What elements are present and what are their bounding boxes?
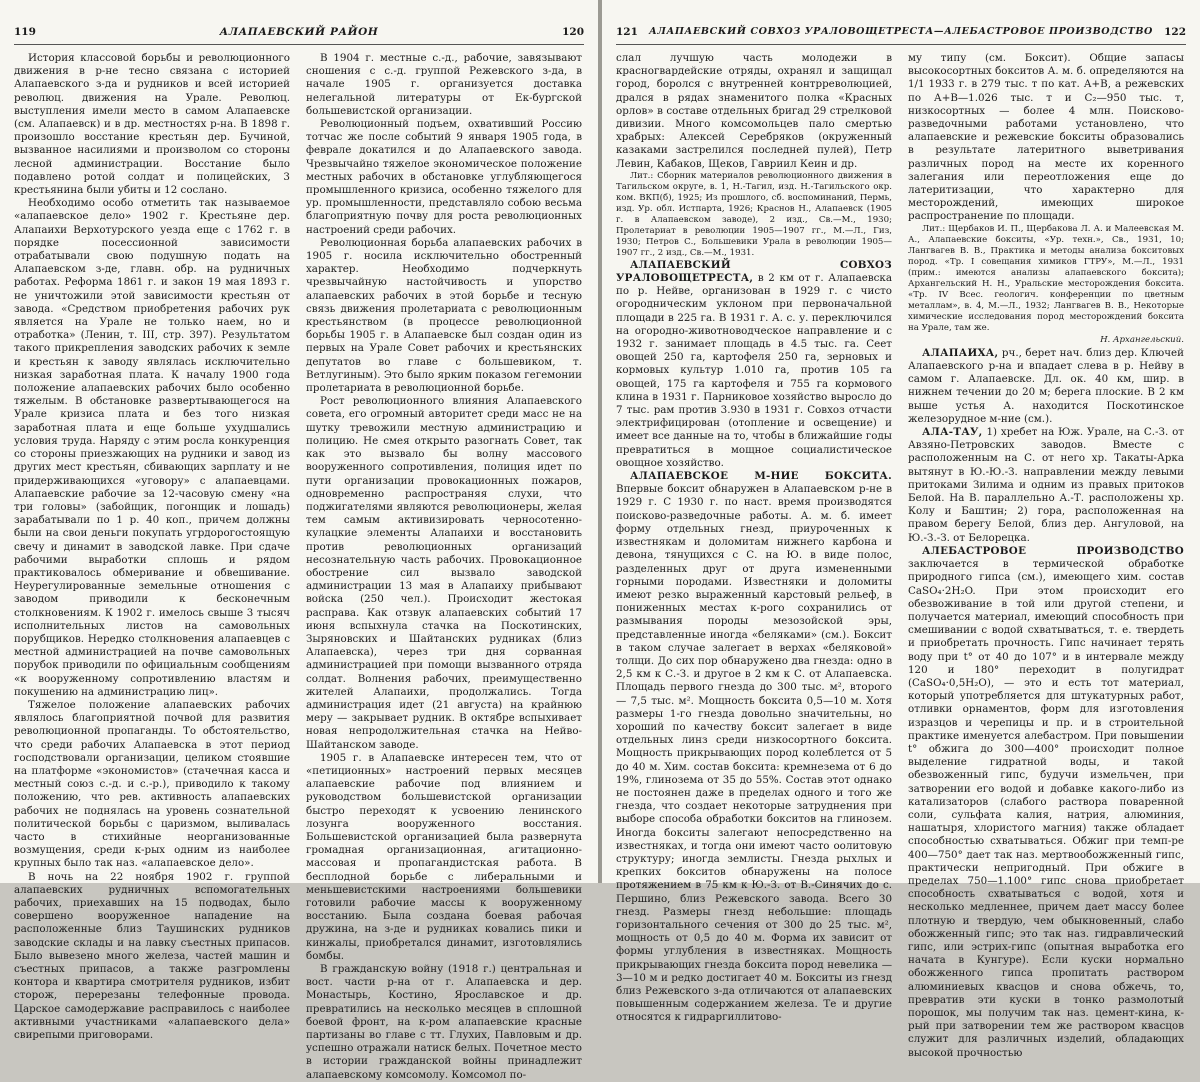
entry-heading-alapaikha: АЛАПАИХА,	[922, 346, 999, 359]
page-number-120: 120	[562, 26, 584, 38]
left-page-column-1	[14, 52, 290, 1042]
entry-text-sovkhoz: в 2 км от г. Алапаевска по р. Нейве, организован в 1929 г. с чисто огородническим уклоном при первоначальной площади в 225 га. В 1931 г. А. с. у. переключился на огородно-животноводческое направление и с 1932 г. занимает площадь в 4.5 тыс. га. Сеет овощей 250 га, картофеля 250 га, зерновых и кормовых культур 1.010 га, против 105 га овощей, 175 га картофеля и 755 га кормового клина в 1931 г. Парниковое хозяйство выросло до 7 тыс. рам против 3.930 в 1931 г. Совхоз отчасти электрифицирован (отопление и освещение) и имеет все данные на то, чтобы в ближайшие годы превратиться в мощное социалистическое овощное хозяйство.	[616, 272, 892, 469]
header-rule	[616, 44, 1186, 45]
paragraph: Рост революционного влияния Алапаевского совета, его огромный авторитет среди масс не на шутку тревожили местную администрацию и полицию. Не смея открыто разогнать Совет, так как это вызвало бы волну массового вооруженного сопротивления, полиция идет по пути организации провокационных пожаров, одновременно распространяя слухи, что поджигателями являются революционеры, желая тем самым активизировать черносотенно-кулацкие элементы Алапаихи и восстановить против революционных организаций несознательную часть рабочих. Провокационное обострение сил вызвало заводской администрации 13 мая в Алапаиху прибывают войска (250 чел.). Происходит жестокая расправа. Как отзвук алапаевских событий 17 июня вспыхнула стачка на Поскотинских, Зыряновских и Шайтанских рудниках (близ Алапаевска), через три дня сорванная администрацией при помощи вызванного отряда солдат. Волнения рабочих, преимущественно жителей Алапаихи, продолжались. Тогда администрация идет (21 августа) на крайнюю меру — закрывает рудник. В октябре вспыхивает новая непродолжительная стачка на Нейво-Шайтанском заводе.	[306, 395, 582, 751]
entry-text-alapaikha: рч., берет нач. близ дер. Ключей Алапаевского р-на и впадает слева в р. Нейву в самом г. Алапаевске. Дл. ок. 40 км, шир. в нижнем течении до 20 м; берега плоские. В 2 км выше устья А. находится Поскотинское железорудное м-ние (см.).	[908, 346, 1184, 425]
author-signature: Н. Архангельский.	[1100, 334, 1184, 345]
entry-alatau	[908, 426, 1184, 545]
entry-text-alatau: 1) хребет на Юж. Урале, на С.-З. от Авзяно-Петровских заводов. Вместе с расположенным на С. от него хр. Такаты-Арка вытянут в Ю.-Ю.-З. направлении между левыми притоками Зилима и одним из правых притоков Белой. На В. параллельно А.-Т. расположены хр. Колу и Баштин; 2) гора, расположенная на правом берегу Белой, близ дер. Ангуловой, на Ю.-З.-З. от Белорецка.	[908, 426, 1184, 544]
paragraph: В гражданскую войну (1918 г.) центральная и вост. части р-на от г. Алапаевска и дер. Монастырь, Костино, Ярославское и др. превратились на несколько месяцев в сплошной боевой фронт, на к-ром алапаевские красные партизаны во главе с тт. Глухих, Павловым и др. успешно отражали натиск белых. Почетное место в истории гражданской войны принадлежит алапаевскому комсомолу. Комсомол по-	[306, 963, 582, 1081]
entry-text-bauxite: Впервые боксит обнаружен в Алапаевском р-не в 1929 г. С 1930 г. по наст. время производятся поисково-разведочные работы. А. м. б. имеет форму отдельных гнезд, приуроченных к известнякам и доломитам нижнего карбона и девона, тянущихся с С. на Ю. в виде полос, разделенных друг от друга измененными горными породами. Известняки и доломиты имеют резко выраженный карстовый рельеф, в пониженных местах к-рого сохранились от размывания породы мезозойской эры, представленные иногда «беляками» (см.). Боксит в таком случае залегает в верхах «беляковой» толщи. До сих пор обнаружено два гнезда: одно в 2,5 км к С.-З. и другое в 2 км к С. от Алапаевска. Площадь первого гнезда до 300 тыс. м², второго — 7,5 тыс. м². Мощность боксита 0,5—10 м. Хотя размеры 1-го гнезда довольно значительны, но хороший по качеству боксит залегает в виде отдельных линз среди низкосортного боксита. Мощность прикрывающих пород колеблется от 5 до 40 м. Хим. состав боксита: кремнезема от 6 до 19%, глинозема от 35 до 55%. Состав этот однако не постоянен даже в пределах одного и того же гнезда, что создает некоторые затруднения при выборе способа обработки бокситов на глинозем. Иногда бокситы залегают непосредственно на известняках, и тогда они имеют часто оолитовую структуру; иногда землисты. Гнезда рыхлых и крепких бокситов обнаружены на полосе протяжением в 75 км к Ю.-З. от В.-Синячих до с. Першино, близ Режевского завода. Всего 30 гнезд. Размеры гнезд небольшие: площадь горизонтального сечения от 300 до 25 тыс. м², мощность от 0,5 до 40 м. Форма их зависит от формы углубления в известняках. Мощность прикрывающих гнезда боксита пород невелика — 3—10 м и редко достигает 40 м. Бокситы из гнезд близ Режевского з-да отличаются от алапаевских повышенным содержанием железа. Те и другие относятся к гидраргиллитово-	[616, 483, 892, 1024]
paragraph: В 1904 г. местные с.-д., рабочие, завязывают сношения с с.-д. группой Режевского з-да, в начале 1905 г. организуется доставка нелегальной литературы от Ек-бургской большевистской организации.	[306, 52, 582, 117]
entry-heading-sovkhoz: АЛАПАЕВСКИЙ СОВХОЗ УРАЛОВОЩЕТРЕСТА,	[616, 258, 892, 285]
paragraph: му типу (см. Боксит). Общие запасы высокосортных бокситов А. м. б. определяются на 1/1 1933 г. в 279 тыс. т по кат. А+В, а режевских по А+В—1.026 тыс. т и С₂—950 тыс. т, низкосортных — более 4 млн. Поисково-разведочными работами установлено, что алапаевские и режевские бокситы образовались в результате латеритного выветривания различных пород на месте их коренного залегания или переотложения еще до латеритизации, что характерно для месторождений, имеющих широкое распространение по площади.	[908, 52, 1184, 223]
paragraph: Революционная борьба алапаевских рабочих в 1905 г. носила исключительно обостренный характер. Необходимо подчеркнуть чрезвычайную настойчивость и упорство алапаевских рабочих в этой борьбе и тесную связь движения пролетариата с революционным крестьянством (в процессе революционной борьбы 1905 г. в Алапаевске был создан один из первых на Урале Совет рабочих и крестьянских депутатов во главе с большевиком, т. Ветлугиным). Это было ярким показом гегемонии пролетариата в революционной борьбе.	[306, 236, 582, 395]
left-page	[0, 0, 598, 1081]
paragraph: Тяжелое положение алапаевских рабочих являлось благоприятной почвой для развития революционной пропаганды. То обстоятельство, что среди рабочих Алапаевска в этот период господствовали организации, целиком стоявшие на платформе «экономистов» (стачечная касса и местный союз с.-д. и с.-р.), приводило к такому положению, что рев. активность алапаевских рабочих не поднялась на уровень сознательной политической борьбы с царизмом, выливалась часто в стихийные неорганизованные возмущения, среди к-рых одним из наиболее крупных было так наз. «алапаевское дело».	[14, 698, 290, 870]
page-number-122: 122	[1164, 26, 1186, 38]
running-title-right: АЛАПАЕВСКИЙ СОВХОЗ УРАЛОВОЩЕТРЕСТА—АЛЕБАСТРОВОЕ ПРОИЗВОДСТВО	[648, 26, 1154, 37]
right-page-header	[616, 26, 1186, 46]
entry-sovkhoz	[616, 259, 892, 470]
paragraph: В ночь на 22 ноября 1902 г. группой алапаевских рудничных вспомогательных рабочих, приехавших на 15 подводах, было совершено вооруженное нападение на расположенные близ Таушинских рудников заводские склады и на лавку съестных припасов. Было вывезено много железа, частей машин и съестных припасов, а также разгромлены контора и квартира смотрителя рудников, избит сторож, перерезаны телефонные провода. Царское самодержавие расправилось с наиболее активными участниками «алапаевского дела» свирепыми приговорами.	[14, 870, 290, 1042]
entry-text-alabaster: заключается в термической обработке природного гипса (см.), имеющего хим. состав CaSO₄·2H₂O. При этом происходит его обезвоживание в той или другой степени, и получается материал, имеющий способность при смешивании с водой схватываться, т. е. твердеть и приобретать прочность. Гипс начинает терять воду при t° от 40 до 107° и в интервале между 120 и 180° переходит в полугидрат (CaSO₄·0,5H₂O), — это и есть тот материал, который употребляется для штукатурных работ, отливки орнаментов, форм для изготовления изразцов и черепицы и пр. и в строительной практике именуется алебастром. При повышении t° обжига до 300—400° происходит полное выделение гидратной воды, и такой обезвоженный гипс, будучи измельчен, при затворении его водой и добавке какого-либо из катализаторов (слабого раствора поваренной соли, сульфата калия, натрия, алюминия, нашатыря, хлористого магния) также обладает способностью схватываться. Обжиг при темп-ре 400—750° дает так наз. мертвообожженный гипс, практически непригодный. При обжиге в пределах 750—1.100° гипс снова приобретает способность схватываться с водой, хотя и несколько медленнее, причем дает массу более плотную и твердую, чем обыкновенный, слабо обожженный гипс; это так наз. гидравлический гипс, или эстрих-гипс (опытная выработка его начата в Кунгуре). Если куски нормально обожженного гипса пропитать раствором алюминиевых квасцов и снова обжечь, то, превратив эти куски в тонко размолотый порошок, мы получим так наз. цемент-кина, к-рый при затворении тем же раствором квасцов служит для различных изделий, обладающих высокой прочностью	[908, 558, 1184, 1059]
left-page-header	[14, 26, 584, 46]
entry-alapaikha	[908, 347, 1184, 426]
entry-bauxite	[616, 470, 892, 1025]
entry-heading-bauxite: АЛАПАЕВСКОЕ М-НИЕ БОКСИТА.	[630, 470, 892, 483]
paragraph: Необходимо особо отметить так называемое «алапаевское дело» 1902 г. Крестьяне дер. Алапаихи Верхотурского уезда еще с 1762 г. в порядке посессионной зависимости отрабатывали свою подушную подать на Алапаевском з-де, главн. обр. на рудничных работах. Реформа 1861 г. и закон 19 мая 1893 г. не уничтожили этой зависимости крестьян от завода. «Средством приобретения рабочих рук является на Урале не только наем, но и отработка» (Ленин, т. III, стр. 397). Результатом такого прикрепления заводских рабочих к земле и крестьян к заводу являлась исключительно низкая заработная плата. К началу 1900 года положение алапаевских рабочих было особенно тяжелым. В обстановке развертывающегося на Урале кризиса плата и без того низкая заработная плата и еще больше ухудшались условия труда. Наряду с этим росла конкуренция со стороны приезжающих на рудники и завод из других мест крестьян, сбивающих зарплату и не придерживающихся «уговору» с алапаевцами. Алапаевские рабочие за 12-часовую смену «на три головы» (забойщик, погонщик и лошадь) зарабатывали по 1 р. 40 коп., причем должны были на свои деньги покупать угрдорогостоящую свечу и динамит в заводской лавке. При сдаче рабочими выработки сплошь и рядом практиковалось обмеривание и обвешивание. Неурегулированные земельные отношения с заводом приводили к бесконечным столкновениям. К 1902 г. имелось свыше 3 тысяч исполнительных листов на самовольных порубщиков. Нередко столкновения алапаевцев с местной администрацией на почве самовольных порубок приводили по официальным сообщениям «к вооруженному сопротивлению властям и покушению на администрацию лиц».	[14, 197, 290, 698]
header-rule	[14, 44, 584, 45]
right-page-column-1	[616, 52, 892, 1024]
left-page-column-2	[306, 52, 582, 1081]
paragraph: слал лучшую часть молодежи в красногвардейские отряды, охранял и защищал город, боролся с внутренней контрреволюцией, дрался в рядах знаменитого полка «Красных орлов» в составе отдельных бригад 29 стрелковой дивизии. Много комсомольцев пало смертью храбрых: Алексей Серебряков (окруженный казаками застрелился последней пулей), Петр Левин, Кабаков, Щеков, Гавриил Кеин и др.	[616, 52, 892, 170]
literature-references: Лит.: Сборник материалов революционного движения в Тагильском округе, в. 1, Н.-Тагил, изд. Н.-Тагильского окр. ком. ВКП(б), 1925; Из прошлого, сб. воспоминаний, Пермь, изд. Ур. обл. Истпарта, 1926; Краснов Н., Алапаевск (1905 г. в Алапаевском заводе), 2 изд., Св.—М., 1930; Пролетариат в революции 1905—1907 гг., М.—Л., Гиз, 1930; Петров С., Большевики Урала в революции 1905—1907 гг., 2 изд., Св.—М., 1931.	[616, 170, 892, 258]
right-page	[602, 0, 1200, 1059]
entry-heading-alatau: АЛА-ТАУ,	[922, 426, 983, 439]
literature-references: Лит.: Щербаков И. П., Щербакова Л. А. и Малеевская М. А., Алапаевские бокситы, «Ур. техн.», Св., 1931, 10; Лангвагев В. В., Практика и методы анализа бокситовых пород. «Тр. I совещания химиков ГТРУ», М.—Л., 1931 (прим.: имеются анализы алапаевского боксита); Архангельский Н. Н., Уральские месторождения боксита. «Тр. IV Всес. геологич. конференции по цветным металлам», в. 4, М.—Л., 1932; Лангвагев В. В., Некоторые химические исследования пород месторождений боксита на Урале, там же.	[908, 223, 1184, 333]
page-number-119: 119	[14, 26, 36, 38]
right-page-column-2	[908, 52, 1184, 1059]
paragraph: 1905 г. в Алапаевске интересен тем, что от «петиционных» настроений первых месяцев алапаевские рабочие под влиянием и руководством большевистской организации быстро переходят к усвоению ленинского лозунга вооруженного восстания. Большевистской организацией была развернута громадная организационная, агитационно-массовая и пропагандистская работа. В бесплодной борьбе с либеральными и меньшевистскими настроениями большевики готовили рабочие массы к вооруженному восстанию. Была создана боевая рабочая дружина, на з-де и рудниках ковались пики и кинжалы, приобретался динамит, изготовлялись бомбы.	[306, 751, 582, 962]
paragraph: История классовой борьбы и революционного движения в р-не тесно связана с историей Алапаевского з-да и рудников и всей историей революц. движения на Урале. Революц. выступления имели место в самом Алапаевске (см. Алапаевск) и в др. местностях р-на. В 1898 г. произошло восстание крестьян дер. Бучиной, вызванное насилиями и произволом со стороны лесной администрации. Восстание было подавлено ротой солдат и полицейских, 3 крестьянина были убиты и 12 сослано.	[14, 52, 290, 197]
paragraph: Революционный подъем, охвативший Россию тотчас же после событий 9 января 1905 года, в феврале докатился и до Алапаевского завода. Чрезвычайно тяжелое экономическое положение местных рабочих в обстановке углубляющегося промышленного кризиса, особенно тяжелого для ур. промышленности, представляло собою весьма благоприятную почву для роста революционных настроений среди рабочих.	[306, 118, 582, 236]
page-number-121: 121	[616, 26, 638, 38]
entry-alabaster	[908, 545, 1184, 1060]
entry-heading-alabaster: АЛЕБАСТРОВОЕ ПРОИЗВОДСТВО	[922, 544, 1184, 557]
running-title-left: АЛАПАЕВСКИЙ РАЙОН	[219, 26, 379, 38]
